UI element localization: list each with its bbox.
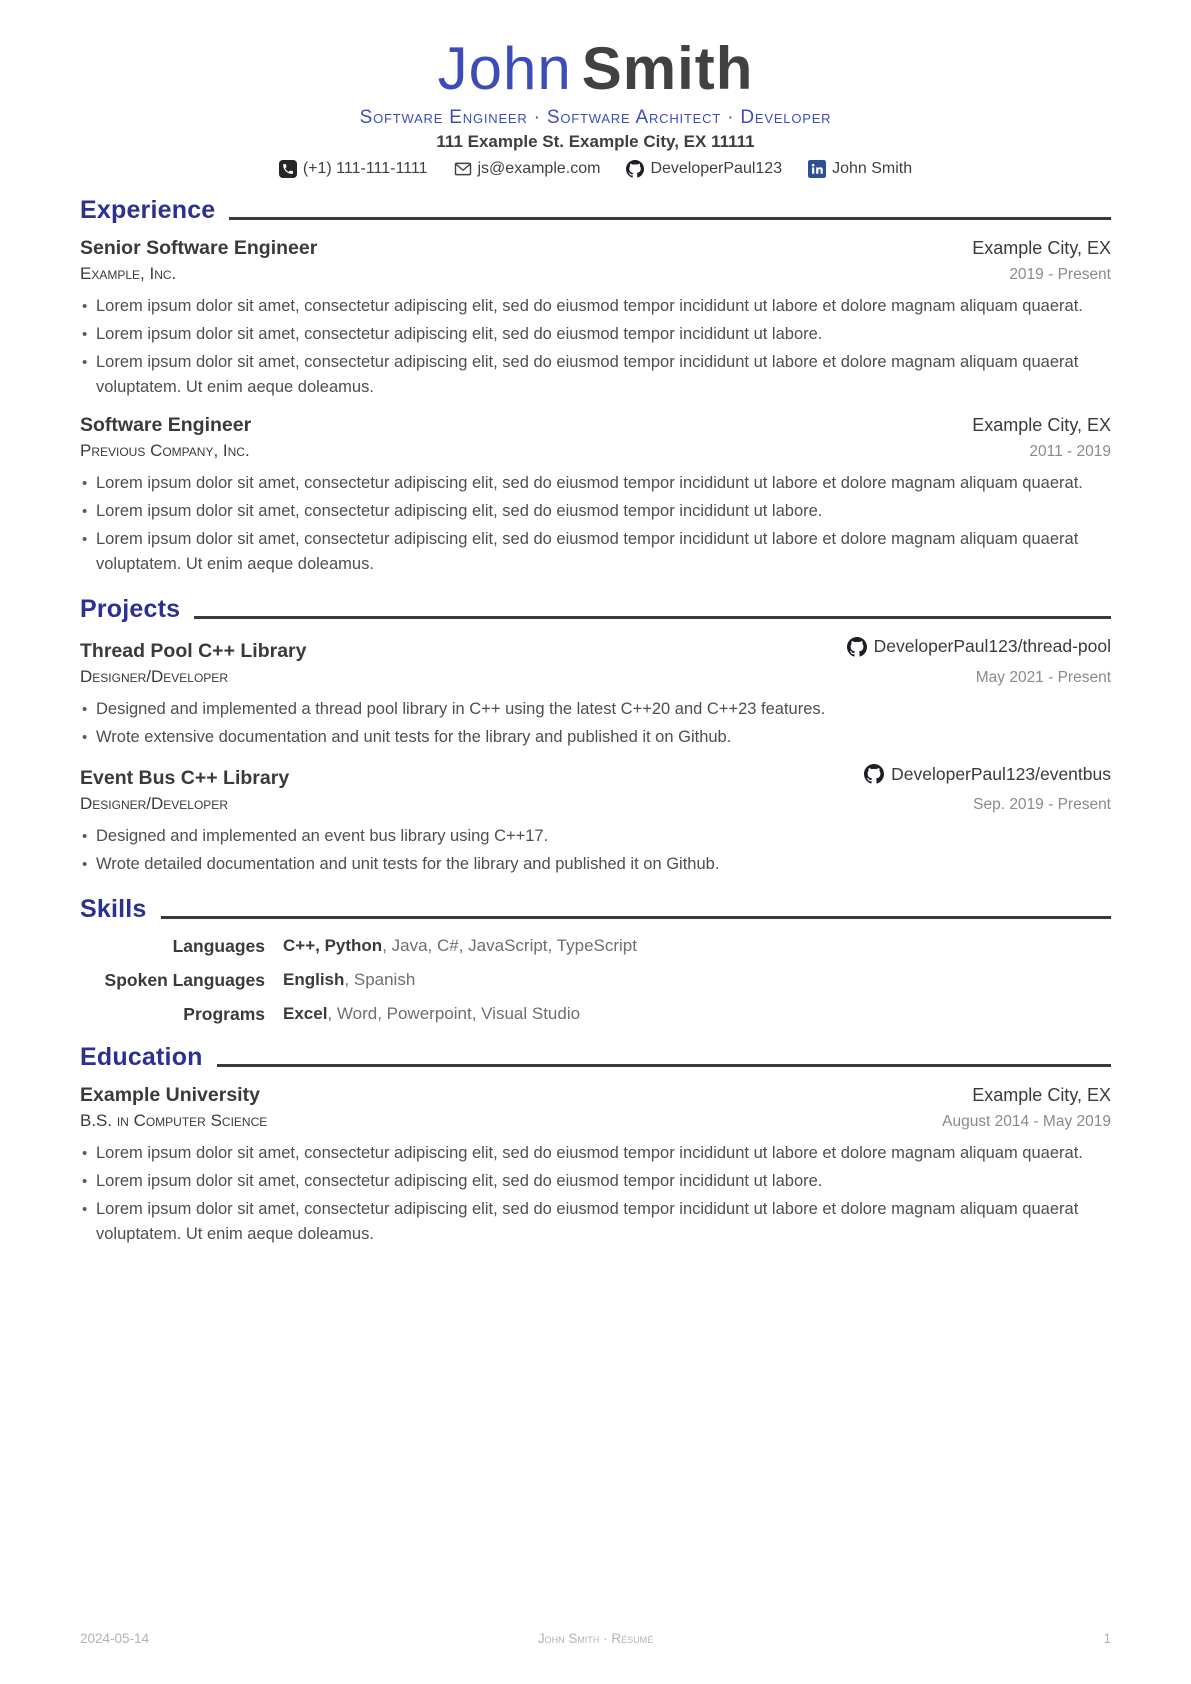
skill-values-rest: , Java, C#, JavaScript, TypeScript [382,936,637,955]
email-link[interactable] [454,160,601,178]
bullet-item: • Designed and implemented a thread pool library in C++ using the latest C++20 and C++23 features. [80,697,1111,722]
linkedin-profile-link[interactable] [808,160,912,178]
bullet-item: • Wrote detailed documentation and unit tests for the library and published it on Github. [80,852,1111,877]
heading-rule [229,217,1111,220]
project-entry [80,636,1111,750]
footer-date: 2024-05-14 [80,1631,150,1646]
section-heading [80,196,1111,225]
project-bullet-list [80,697,1111,750]
project-entry [80,764,1111,878]
email-address: js@example.com [477,160,601,177]
resume-header [80,36,1111,178]
skill-values-rest: , Word, Powerpoint, Visual Studio [327,1004,581,1023]
skill-values-rest: , Spanish [344,970,416,989]
skill-values-strong: Excel [283,1004,328,1023]
skill-label: Languages [172,936,265,956]
skill-values [283,936,637,957]
project-role: Designer/Developer [80,794,228,813]
bullet-item: • Lorem ipsum dolor sit amet, consectetur adipiscing elit, sed do eiusmod tempor incididunt ut labore et dolore magnam aliquam quaerat. [80,471,1111,496]
experience-entry [80,237,1111,400]
skill-values-strong: English [283,970,345,989]
project-repo-link[interactable] [864,764,1111,785]
github-icon [864,764,884,784]
project-name: Event Bus C++ Library [80,767,290,789]
linkedin-name: John Smith [832,160,913,177]
section-heading [80,595,1111,624]
skill-values [283,970,415,991]
bullet-item: • Lorem ipsum dolor sit amet, consectetur adipiscing elit, sed do eiusmod tempor incididunt ut labore et dolore magnam aliquam quaerat voluptatem. Ut enim aeque doleamus. [80,527,1111,577]
job-dates: 2011 - 2019 [1029,443,1111,460]
project-role: Designer/Developer [80,666,228,686]
repo-name: DeveloperPaul123/thread-pool [873,636,1111,656]
experience-entry [80,414,1111,577]
section-title: Experience [80,196,216,224]
section-title: Education [80,1043,203,1071]
school-dates: August 2014 - May 2019 [942,1113,1111,1130]
repo-name: DeveloperPaul123/eventbus [891,763,1111,784]
first-name: John [437,35,572,102]
bullet-item: • Lorem ipsum dolor sit amet, consectetur adipiscing elit, sed do eiusmod tempor incididunt ut labore. [80,499,1111,524]
last-name: Smith [581,35,754,102]
project-dates: May 2021 - Present [975,668,1111,686]
job-bullet-list [80,294,1111,400]
project-dates: Sep. 2019 - Present [973,796,1111,813]
phone-link[interactable] [279,160,428,178]
job-company: Example, Inc. [80,264,177,283]
job-role: Software Engineer [80,414,252,436]
phone-square-icon [279,160,297,178]
job-company: Previous Company, Inc. [80,441,250,460]
contact-row [80,160,1111,178]
section-projects [80,595,1111,877]
job-bullet-list [80,471,1111,577]
bullet-item: • Designed and implemented an event bus library using C++17. [80,824,1111,849]
person-name [80,36,1111,102]
education-entry [80,1084,1111,1247]
skill-row-programs [80,1004,1111,1025]
skill-values-strong: C++, Python [283,936,383,955]
github-profile-link[interactable] [626,160,782,178]
section-skills [80,895,1111,1025]
linkedin-icon [808,160,826,178]
github-icon [847,637,867,657]
skill-label: Spoken Languages [104,970,265,990]
section-heading [80,1043,1111,1072]
footer-page-number: 1 [1103,1631,1111,1646]
degree: B.S. in Computer Science [80,1111,268,1130]
skill-row-languages [80,936,1111,957]
skill-values [283,1004,580,1025]
job-location: Example City, EX [972,238,1111,258]
project-repo-link[interactable] [847,636,1111,657]
job-role: Senior Software Engineer [80,237,318,259]
bullet-item: • Lorem ipsum dolor sit amet, consectetur adipiscing elit, sed do eiusmod tempor incididunt ut labore. [80,1169,1111,1194]
bullet-item: • Lorem ipsum dolor sit amet, consectetur adipiscing elit, sed do eiusmod tempor incididunt ut labore et dolore magnam aliquam quaerat voluptatem. Ut enim aeque doleamus. [80,350,1111,400]
school-location: Example City, EX [972,1085,1111,1105]
job-dates: 2019 - Present [1009,266,1111,283]
section-title: Skills [80,895,147,923]
heading-rule [217,1064,1111,1067]
project-name: Thread Pool C++ Library [80,639,307,662]
bullet-item: • Lorem ipsum dolor sit amet, consectetur adipiscing elit, sed do eiusmod tempor incididunt ut labore et dolore magnam aliquam quaerat. [80,1141,1111,1166]
bullet-item: • Lorem ipsum dolor sit amet, consectetur adipiscing elit, sed do eiusmod tempor incididunt ut labore. [80,322,1111,347]
github-icon [626,160,644,178]
github-username: DeveloperPaul123 [650,160,783,177]
bullet-item: • Lorem ipsum dolor sit amet, consectetur adipiscing elit, sed do eiusmod tempor incididunt ut labore et dolore magnam aliquam quaerat voluptatem. Ut enim aeque doleamus. [80,1197,1111,1247]
job-tagline: Software Engineer · Software Architect · Developer [359,107,832,128]
phone-number: (+1) 111-111-1111 [302,160,428,177]
skill-label: Programs [183,1004,265,1024]
section-education [80,1043,1111,1247]
envelope-icon [454,160,472,178]
project-bullet-list [80,824,1111,877]
bullet-item: • Wrote extensive documentation and unit tests for the library and published it on Github. [80,725,1111,750]
section-experience [80,196,1111,577]
skill-row-spoken-languages [80,970,1111,991]
street-address: 111 Example St. Example City, EX 11111 [436,132,755,151]
heading-rule [194,616,1111,619]
footer-title: John Smith · Résumé [537,1631,654,1646]
heading-rule [161,916,1111,919]
education-bullet-list [80,1141,1111,1247]
job-location: Example City, EX [972,415,1111,435]
section-title: Projects [80,595,181,623]
school-name: Example University [80,1084,260,1106]
bullet-item: • Lorem ipsum dolor sit amet, consectetur adipiscing elit, sed do eiusmod tempor incididunt ut labore et dolore magnam aliquam quaerat. [80,294,1111,319]
section-heading [80,895,1111,924]
